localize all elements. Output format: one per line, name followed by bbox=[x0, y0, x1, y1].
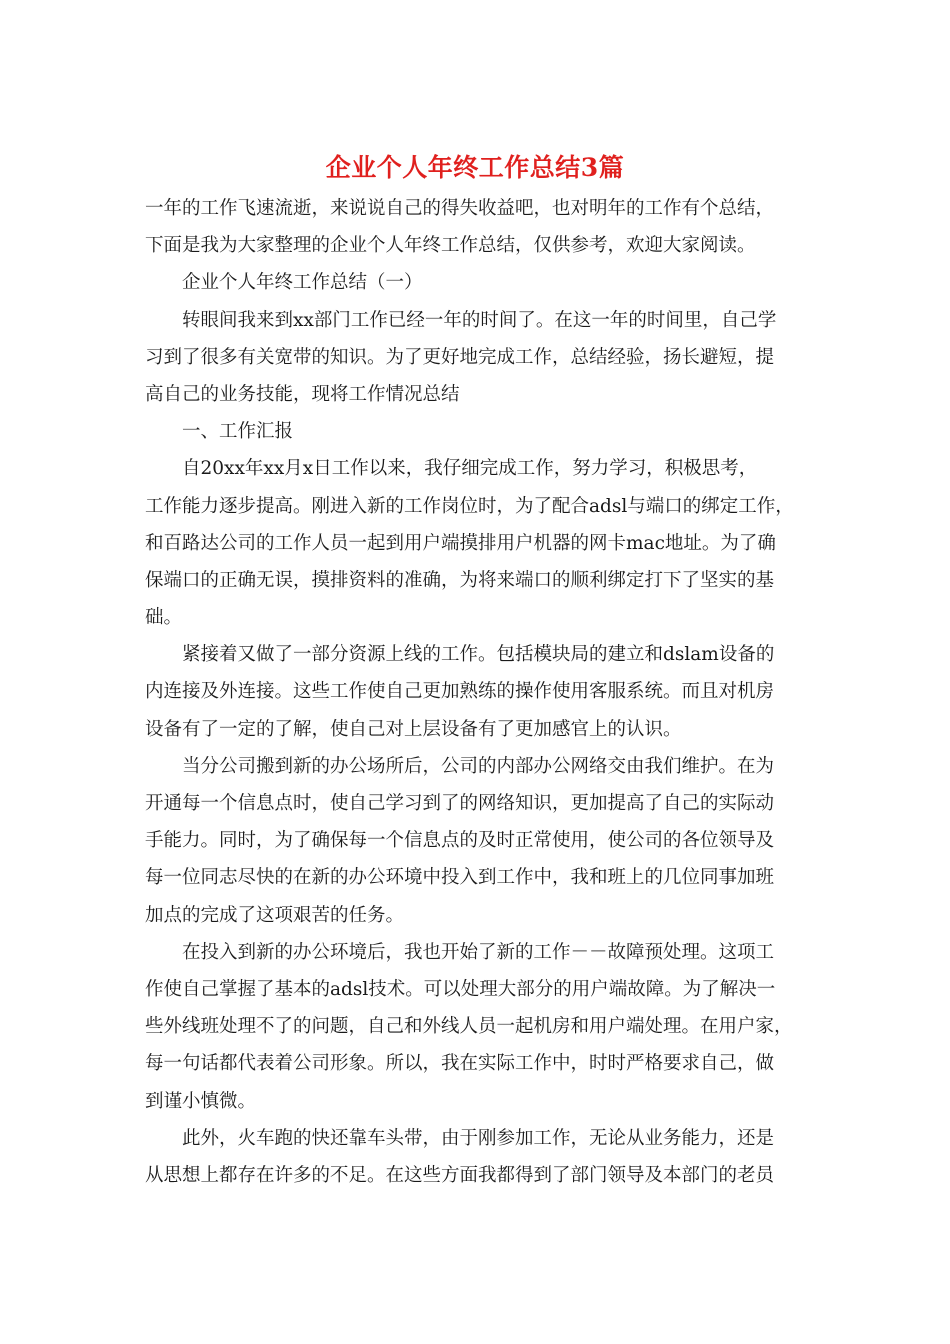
text-line: 加点的完成了这项艰苦的任务。 bbox=[145, 904, 405, 926]
text-line: 当分公司搬到新的办公场所后，公司的内部办公网络交由我们维护。在为 bbox=[182, 755, 775, 777]
text-line: 每一位同志尽快的在新的办公环境中投入到工作中，我和班上的几位同事加班 bbox=[145, 867, 775, 889]
text-line: 下面是我为大家整理的企业个人年终工作总结，仅供参考，欢迎大家阅读。 bbox=[145, 235, 756, 257]
text-line: 高自己的业务技能，现将工作情况总结 bbox=[145, 383, 460, 405]
text-line: 到谨小慎微。 bbox=[145, 1090, 257, 1112]
text-line: 此外，火车跑的快还靠车头带，由于刚参加工作，无论从业务能力，还是 bbox=[182, 1127, 775, 1149]
text-line: 手能力。同时，为了确保每一个信息点的及时正常使用，使公司的各位领导及 bbox=[145, 830, 775, 852]
document-title: 企业个人年终工作总结3篇 bbox=[325, 153, 625, 182]
text-line: 开通每一个信息点时，使自己学习到了的网络知识，更加提高了自己的实际动 bbox=[145, 793, 775, 814]
text-line: 在投入到新的办公环境后，我也开始了新的工作－－故障预处理。这项工 bbox=[182, 941, 775, 963]
text-line: 设备有了一定的了解，使自己对上层设备有了更加感官上的认识。 bbox=[145, 718, 682, 740]
text-line: 从思想上都存在许多的不足。在这些方面我都得到了部门领导及本部门的老员 bbox=[145, 1164, 775, 1186]
text-line: 一年的工作飞速流逝，来说说自己的得失收益吧，也对明年的工作有个总结， bbox=[145, 198, 775, 219]
text-line: 每一句话都代表着公司形象。所以，我在实际工作中，时时严格要求自己，做 bbox=[145, 1053, 775, 1075]
text-line: 和百路达公司的工作人员一起到用户端摸排用户机器的网卡mac地址。为了确 bbox=[145, 532, 776, 554]
text-line: 些外线班处理不了的问题，自己和外线人员一起机房和用户端处理。在用户家， bbox=[145, 1016, 793, 1038]
document-body bbox=[145, 190, 813, 1194]
text-line: 自20xx年xx月x日工作以来，我仔细完成工作，努力学习，积极思考， bbox=[182, 458, 758, 480]
text-line: 内连接及外连接。这些工作使自己更加熟练的操作使用客服系统。而且对机房 bbox=[145, 681, 775, 703]
text-line: 习到了很多有关宽带的知识。为了更好地完成工作，总结经验，扬长避短，提 bbox=[145, 346, 775, 368]
text-line: 紧接着又做了一部分资源上线的工作。包括模块局的建立和dslam设备的 bbox=[182, 644, 775, 666]
text-line: 一、工作汇报 bbox=[182, 421, 294, 443]
text-line: 企业个人年终工作总结（一） bbox=[182, 272, 423, 294]
text-line: 转眼间我来到xx部门工作已经一年的时间了。在这一年的时间里，自己学 bbox=[182, 309, 777, 331]
text-line: 保端口的正确无误，摸排资料的准确，为将来端口的顺利绑定打下了坚实的基 bbox=[145, 569, 775, 591]
text-line: 础。 bbox=[145, 607, 183, 629]
text-line: 工作能力逐步提高。刚进入新的工作岗位时，为了配合adsl与端口的绑定工作， bbox=[145, 495, 794, 517]
text-line: 作使自己掌握了基本的adsl技术。可以处理大部分的用户端故障。为了解决一 bbox=[145, 978, 776, 1000]
